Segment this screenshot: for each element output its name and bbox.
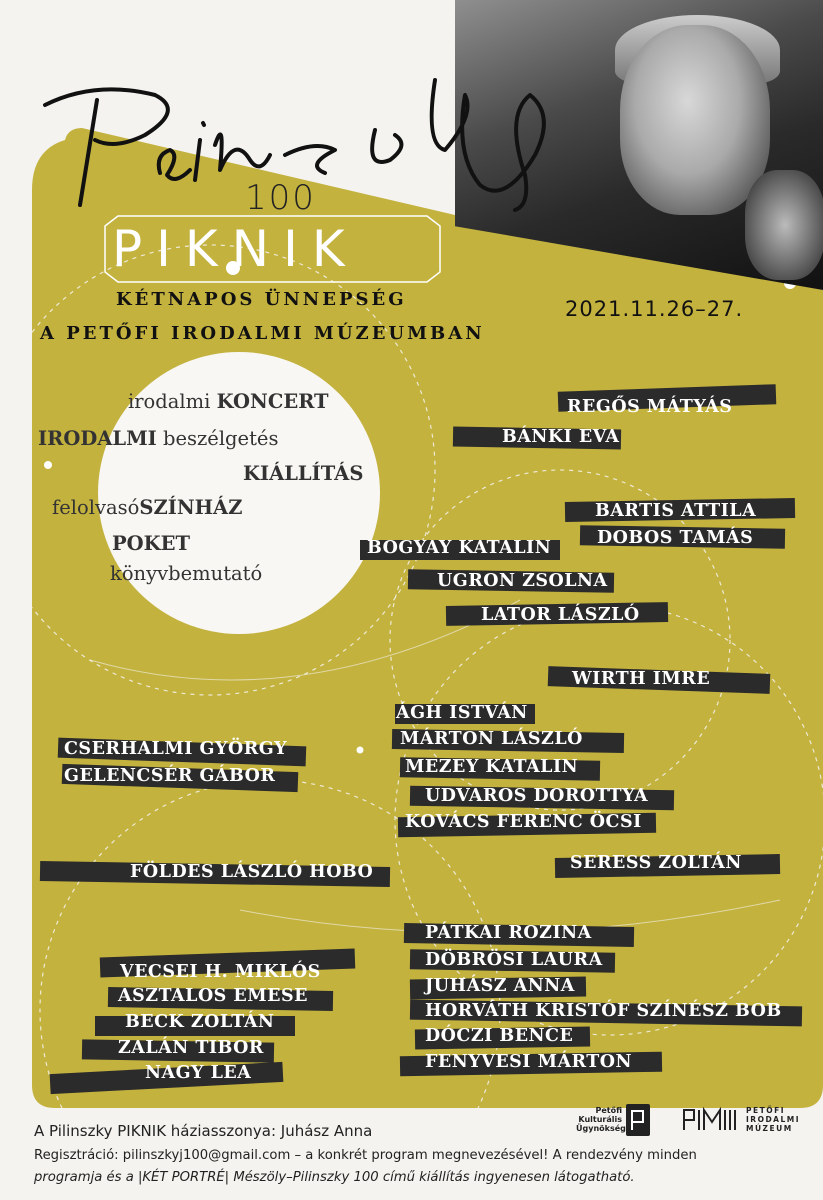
program-poket-em: POKET — [112, 532, 190, 555]
performer-name: ASZTALOS EMESE — [118, 986, 308, 1006]
performer-name: MÁRTON LÁSZLÓ — [400, 729, 583, 749]
performer-name: BOGYAY KATALIN — [367, 538, 552, 558]
footer-host: A Pilinszky PIKNIK háziasszonya: Juhász Anna — [34, 1122, 373, 1140]
performer-name: UDVAROS DOROTTYA — [425, 786, 649, 806]
program-szinhaz-em: SZÍNHÁZ — [139, 496, 243, 519]
program-koncert-pre: irodalmi — [128, 390, 217, 413]
performer-name: KOVÁCS FERENC ÖCSI — [405, 812, 642, 832]
performer-name: LATOR LÁSZLÓ — [481, 605, 640, 625]
program-kiallitas — [243, 462, 363, 485]
pku-logo-text: Petőfi Kulturális Ügynökség — [576, 1106, 626, 1133]
program-szinhaz-pre: felolvasó — [52, 496, 140, 519]
performer-name: CSERHALMI GYÖRGY — [64, 739, 288, 759]
program-beszelgetes-post: beszélgetés — [156, 427, 279, 450]
performer-name: BECK ZOLTÁN — [125, 1012, 275, 1032]
subtitle-line1: KÉTNAPOS ÜNNEPSÉG — [116, 289, 407, 310]
performer-name: ZALÁN TIBOR — [118, 1038, 264, 1058]
performer-name: NAGY LEA — [145, 1063, 252, 1083]
performer-name: ÁGH ISTVÁN — [396, 703, 528, 723]
portrait-face — [620, 25, 770, 215]
performer-name: JUHÁSZ ANNA — [425, 976, 575, 996]
pku-logo — [576, 1106, 626, 1133]
performer-name: UGRON ZSOLNA — [437, 571, 608, 591]
pim-logo-mark — [682, 1106, 737, 1132]
footer-registration: Regisztráció: pilinszkyj100@gmail.com – a konkrét program megnevezésével! A rendezvény minden — [34, 1148, 697, 1163]
program-beszelgetes-em: IRODALMI — [38, 427, 157, 450]
event-date: 2021.11.26–27. — [565, 297, 744, 321]
program-koncert — [128, 390, 329, 413]
portrait-hand — [745, 170, 823, 280]
piknik-title: PIKNIK — [112, 220, 359, 278]
performer-name: DOBOS TAMÁS — [597, 528, 754, 548]
pim-logo-text: PETŐFI IRODALMI MÚZEUM — [746, 1106, 801, 1133]
program-konyvbemutato — [110, 562, 262, 585]
performer-name: VECSEI H. MIKLÓS — [120, 962, 321, 982]
performer-name: BÁNKI EVA — [502, 427, 620, 447]
performer-name: DÓCZI BENCE — [425, 1026, 574, 1046]
program-beszelgetes — [38, 427, 278, 450]
program-kiallitas-em: KIÁLLÍTÁS — [243, 462, 364, 485]
program-szinhaz — [52, 496, 242, 519]
program-koncert-em: KONCERT — [216, 390, 329, 413]
performer-name: FENYVESI MÁRTON — [425, 1052, 633, 1072]
performer-name: GELENCSÉR GÁBOR — [64, 766, 276, 786]
performer-name: FÖLDES LÁSZLÓ HOBO — [130, 862, 374, 882]
performer-name: HORVÁTH KRISTÓF SZÍNÉSZ BOB — [425, 1001, 782, 1021]
performer-name: WIRTH IMRE — [572, 669, 711, 689]
performer-name: BARTIS ATTILA — [595, 501, 757, 521]
number-100: 100 — [245, 178, 316, 218]
performer-name: MEZEY KATALIN — [405, 757, 579, 777]
performer-name: DÖBRÖSI LAURA — [425, 950, 603, 970]
pku-logo-mark — [626, 1104, 650, 1136]
subtitle-line2: A PETŐFI IRODALMI MÚZEUMBAN — [40, 323, 485, 344]
footer-exhibition: programja és a |KÉT PORTRÉ| Mészöly–Pilinszky 100 című kiállítás ingyenesen látogatható. — [34, 1170, 635, 1185]
performer-name: SERESS ZOLTÁN — [570, 853, 742, 873]
program-konyvbemutato-pre: könyvbemutató — [110, 562, 263, 585]
performer-name: REGŐS MÁTYÁS — [567, 397, 733, 417]
program-poket — [112, 532, 190, 555]
performer-name: PÁTKAI ROZINA — [425, 923, 592, 943]
